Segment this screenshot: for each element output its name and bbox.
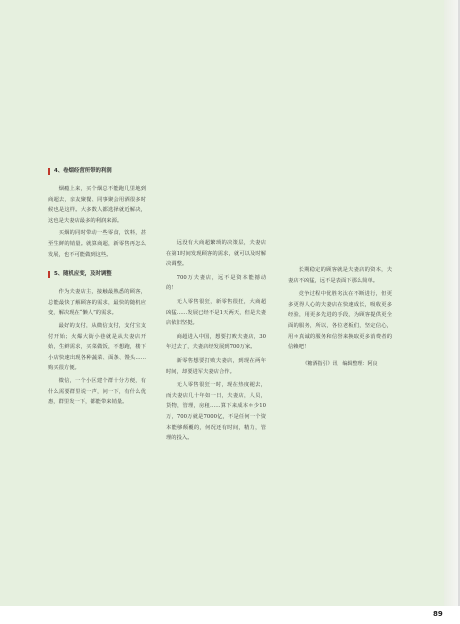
paragraph: 烟瘾上来，买个烟总不能跑几里地到商超去，亲友聚餐、同事聚会用酒很多时候也是这样。大多数人都选择就近解决，这也是夫妻店最多的利润来源。 xyxy=(48,186,146,224)
paragraph: 700万夫妻店，远不是资本能撼动的！ xyxy=(166,274,266,292)
paragraph: 新零售想要打败夫妻店，到现在两年时间，却要进军夫妻店合作。 xyxy=(166,357,266,375)
article-column-3 xyxy=(288,265,392,372)
page-number: 89 xyxy=(433,610,443,618)
paragraph: 微信，一个小区建个群十分方便，有什么需要群里说一声，问一下，有什么优惠，群里发一下，都能带来销量。 xyxy=(48,377,146,406)
paragraph: 长期稳定的顾客就是夫妻店的资本，夫妻店不凶猛，远不是表面下那么简单。 xyxy=(288,267,392,284)
paragraph: 最好的支付，从微信支付，支付宝支付开始；火爆大街小巷就是从夫妻店开始，生鲜需求，买菜做饭，不想跑，楼下小店快速出现各种蔬菜、面条、馒头……购买很方便。 xyxy=(48,322,146,372)
source-credit: 《糖酒指引》讯 编辑整理：阿良 xyxy=(302,360,378,367)
article-column-2 xyxy=(166,238,266,447)
paragraph: 远没有大商超繁琐的决策层，夫妻店在第1时间发现顾客的需求，就可以及时解决调整。 xyxy=(166,240,266,268)
paragraph: 无人零售很狂，新零售很狂，大商超凶猛……发展已经不是1天两天，但是夫妻店依旧坚挺。 xyxy=(166,298,266,327)
paragraph: 竞争过程中优胜劣汰在不断进行，但更多更得人心的夫妻店在快速成长，吸收更多经验，用更多先进的手段，为顾客提供更全面的服务，所以，各位老板们，坚定信心，用＊真诚的服务和信誉来换取更多消费者的信赖吧！ xyxy=(288,291,392,351)
section-heading-4: 4、卷烟经营所带的利润 xyxy=(48,167,146,176)
article-column-1 xyxy=(48,167,146,410)
paragraph: 买烟的同时带动一些零食，饮料，甚至生鲜的销量。就算商超，新零售再怎么发展，也不可能做到这些。 xyxy=(48,230,146,258)
paragraph: 无人零售很狂一时，现在热度褪去，而夫妻店几十年如一日，夫妻店，人员，货物，管理，房租……算下来成本＊少10万，700万就是7000亿，不是任何一个资本能够颠覆的，何况还有时间，精力，管理的投入。 xyxy=(166,382,266,442)
paragraph: 商超进入中国，想要打败夫妻店，30年过去了，夫妻店经发展到700万家。 xyxy=(166,333,266,351)
section-heading-5: 5、随机应变，及时调整 xyxy=(48,270,146,279)
paragraph: 作为夫妻店主，接触最熟悉的顾客，总能最快了解顾客的需求，最快的随机应变，解决现在“懒人”的需求。 xyxy=(48,289,146,317)
